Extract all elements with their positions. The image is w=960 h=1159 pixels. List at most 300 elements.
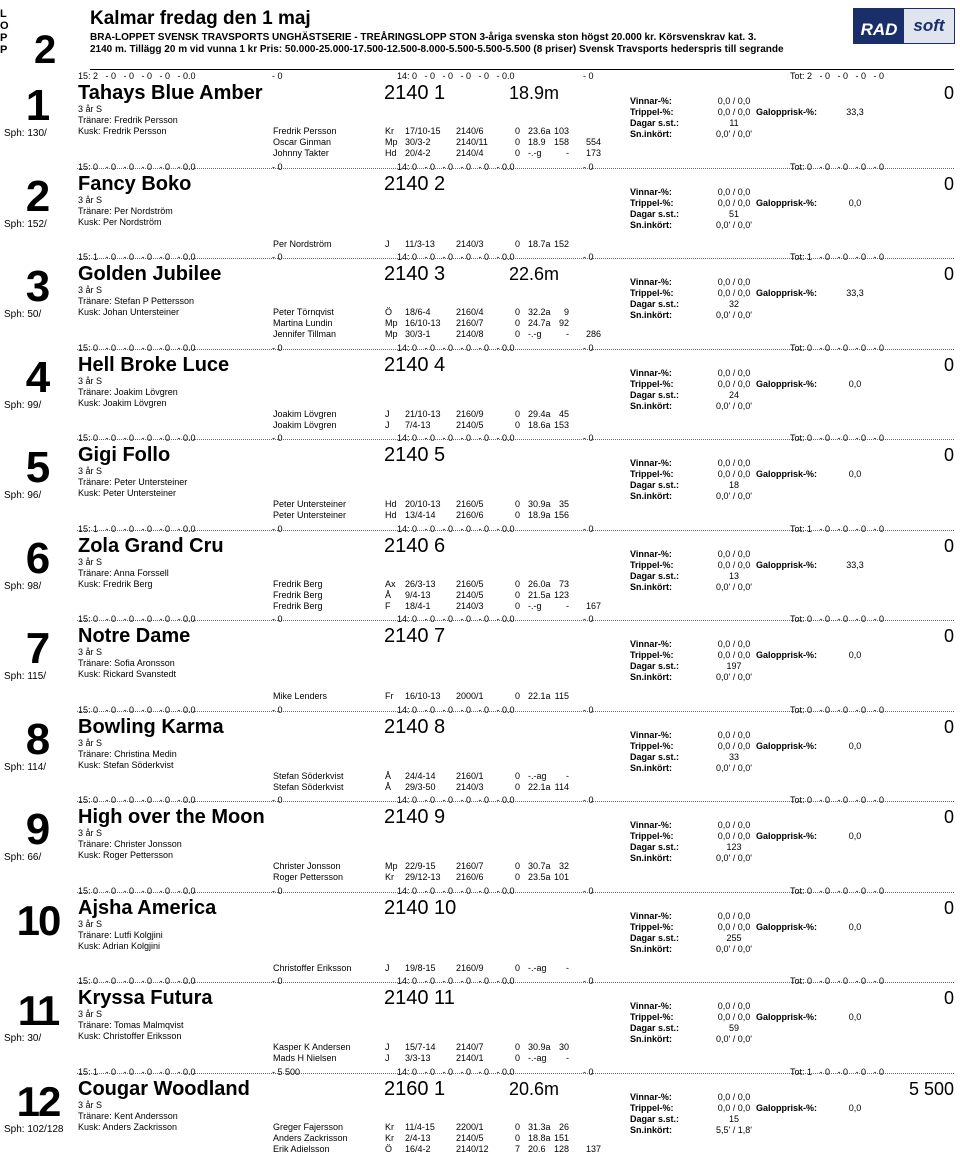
driver: Kusk: Anders Zackrisson: [78, 1122, 178, 1132]
stat-2014: 14: 0 - 0 - 0 - 0 - 0 - 0.0: [397, 343, 515, 353]
race-date: 21/10-13: [405, 409, 441, 419]
vinnar-label: Vinnar-%:: [630, 911, 672, 921]
race-track: Mp: [385, 318, 398, 328]
start-points: Sph: 50/: [4, 309, 42, 320]
trainer: Tränare: Christina Medin: [78, 749, 177, 759]
stat-2014-prize: - 0: [583, 1067, 594, 1077]
vinnar-value: 0,0 / 0,0: [717, 458, 751, 468]
race-time: 24.7a: [528, 318, 551, 328]
start-points: Sph: 152/: [4, 219, 47, 230]
distance-track: 2140 10: [384, 897, 457, 919]
start-number: 10: [16, 897, 60, 944]
race-prize: 0: [515, 318, 521, 328]
trippel-value: 0,0 / 0,0: [717, 650, 751, 660]
race-time: -.-ag: [528, 963, 547, 973]
dagar-label: Dagar s.st.:: [630, 1114, 680, 1124]
stat-total: Tot: 0 - 0 - 0 - 0 - 0: [790, 162, 885, 172]
trainer: Tränare: Anna Forssell: [78, 568, 169, 578]
horse-name: Ajsha America: [78, 897, 217, 919]
galopp-value: 33,3: [846, 560, 864, 570]
race-distance-place: 2000/1: [456, 691, 484, 701]
race-extra: 173: [585, 148, 601, 158]
race-date: 18/4-1: [405, 601, 431, 611]
race-date: 16/10-13: [405, 318, 441, 328]
race-distance-place: 2160/4: [456, 307, 484, 317]
race-track: Ö: [385, 1144, 393, 1154]
race-track: Kr: [385, 872, 394, 882]
race-prize: 0: [515, 579, 521, 589]
driver: Kusk: Roger Pettersson: [78, 850, 174, 860]
vinnar-value: 0,0 / 0,0: [717, 820, 751, 830]
sninkort-value: 0,0' / 0,0': [716, 129, 752, 139]
vinnar-value: 0,0 / 0,0: [717, 730, 751, 740]
stat-total: Tot: 0 - 0 - 0 - 0 - 0: [790, 705, 885, 715]
galopp-value: 0,0: [848, 650, 862, 660]
galopp-value: 0,0: [848, 1103, 862, 1113]
start-number: 5: [25, 443, 51, 492]
stat-total: Tot: 0 - 0 - 0 - 0 - 0: [790, 886, 885, 896]
race-track: Hd: [385, 499, 397, 509]
vertical-label-letter: P: [0, 32, 8, 44]
stat-2015-prize: - 0: [272, 795, 283, 805]
race-distance-place: 2140/12: [456, 1144, 489, 1154]
race-track: J: [385, 420, 390, 430]
dagar-value: 51: [728, 209, 739, 219]
vinnar-label: Vinnar-%:: [630, 639, 672, 649]
vinnar-label: Vinnar-%:: [630, 277, 672, 287]
vertical-label-letter: L: [0, 8, 7, 20]
start-number: 1: [25, 81, 51, 130]
race-prize: 0: [515, 409, 521, 419]
race-odds: 123: [553, 590, 569, 600]
start-number: 12: [16, 1078, 60, 1125]
race-prize: 0: [515, 782, 521, 792]
trainer: Tränare: Sofia Aronsson: [78, 658, 175, 668]
stat-2015: 15: 0 - 0 - 0 - 0 - 0 - 0.0: [78, 162, 196, 172]
earnings: 0: [943, 83, 954, 103]
race-odds: 151: [553, 1133, 569, 1143]
vinnar-value: 0,0 / 0,0: [717, 1092, 751, 1102]
race-time: 18.9: [528, 137, 546, 147]
trippel-value: 0,0 / 0,0: [717, 469, 751, 479]
stat-total: Tot: 0 - 0 - 0 - 0 - 0: [790, 795, 885, 805]
race-date: 19/8-15: [405, 963, 436, 973]
stat-2014: 14: 0 - 0 - 0 - 0 - 0 - 0.0: [397, 433, 515, 443]
stat-2015: 15: 1 - 0 - 0 - 0 - 0 - 0.0: [78, 252, 196, 262]
galopp-value: 33,3: [846, 288, 864, 298]
dagar-label: Dagar s.st.:: [630, 842, 680, 852]
sninkort-label: Sn.inkört:: [630, 763, 672, 773]
age-sex: 3 år S: [78, 557, 103, 567]
race-time: -.-ag: [528, 771, 547, 781]
race-conditions-line-1: BRA-LOPPET SVENSK TRAVSPORTS UNGHÄSTSERIE - TREÅRINGSLOPP STON 3-åriga svenska ston högst 20.000 kr. Körsvenskrav kat. 3.: [90, 32, 757, 43]
race-driver: Johnny Takter: [273, 148, 329, 158]
race-time: 23.5a: [528, 872, 551, 882]
race-driver: Joakim Lövgren: [273, 409, 337, 419]
race-track: J: [385, 963, 390, 973]
trippel-value: 0,0 / 0,0: [717, 560, 751, 570]
stat-2015-prize: - 0: [272, 252, 283, 262]
trippel-value: 0,0 / 0,0: [717, 1012, 751, 1022]
race-time: 29.4a: [528, 409, 551, 419]
stat-2015-prize: - 0: [272, 614, 283, 624]
stat-2014: 14: 0 - 0 - 0 - 0 - 0 - 0.0: [397, 886, 515, 896]
race-odds: 128: [553, 1144, 569, 1154]
sninkort-value: 0,0' / 0,0': [716, 582, 752, 592]
race-driver: Martina Lundin: [273, 318, 333, 328]
sninkort-label: Sn.inkört:: [630, 672, 672, 682]
race-odds: 9: [563, 307, 569, 317]
race-track: Mp: [385, 861, 398, 871]
age-sex: 3 år S: [78, 738, 103, 748]
race-time: 22.1a: [528, 691, 551, 701]
driver: Kusk: Johan Untersteiner: [78, 307, 180, 317]
stat-2015: 15: 0 - 0 - 0 - 0 - 0 - 0.0: [78, 433, 196, 443]
galopp-value: 0,0: [848, 198, 862, 208]
race-prize: 7: [515, 1144, 521, 1154]
race-track: Å: [385, 771, 392, 781]
page-title: Kalmar fredag den 1 maj: [90, 8, 311, 29]
stat-2015: 15: 1 - 0 - 0 - 0 - 0 - 0.0: [78, 524, 196, 534]
stat-2014: 14: 0 - 0 - 0 - 0 - 0 - 0.0: [397, 795, 515, 805]
race-driver: Fredrik Berg: [273, 590, 323, 600]
race-date: 9/4-13: [405, 590, 431, 600]
race-driver: Christoffer Eriksson: [273, 963, 352, 973]
trippel-label: Trippel-%:: [630, 831, 674, 841]
galopp-value: 0,0: [848, 831, 862, 841]
stat-2015: 15: 0 - 0 - 0 - 0 - 0 - 0.0: [78, 886, 196, 896]
stat-total: Tot: 1 - 0 - 0 - 0 - 0: [790, 252, 885, 262]
race-date: 24/4-14: [405, 771, 436, 781]
sninkort-label: Sn.inkört:: [630, 944, 672, 954]
stat-2015-prize: - 0: [272, 343, 283, 353]
race-distance-place: 2160/7: [456, 318, 484, 328]
race-date: 16/10-13: [405, 691, 441, 701]
dagar-value: 255: [726, 933, 742, 943]
race-prize: 0: [515, 1133, 521, 1143]
race-date: 15/7-14: [405, 1042, 436, 1052]
race-driver: Anders Zackrisson: [273, 1133, 348, 1143]
age-sex: 3 år S: [78, 376, 103, 386]
race-distance-place: 2140/5: [456, 590, 484, 600]
horse-entry: [0, 705, 960, 795]
race-distance-place: 2140/3: [456, 601, 484, 611]
race-driver: Christer Jonsson: [273, 861, 341, 871]
stat-2015-prize: - 0: [272, 162, 283, 172]
race-prize: 0: [515, 1122, 521, 1132]
sninkort-value: 0,0' / 0,0': [716, 672, 752, 682]
horse-name: Bowling Karma: [78, 716, 224, 738]
galopp-value: 0,0: [848, 922, 862, 932]
horse-entry: [0, 433, 960, 523]
race-prize: 0: [515, 861, 521, 871]
race-date: 26/3-13: [405, 579, 436, 589]
race-odds: 35: [558, 499, 569, 509]
race-time: 30.9a: [528, 1042, 551, 1052]
horse-name: Cougar Woodland: [78, 1078, 250, 1100]
earnings: 0: [943, 536, 954, 556]
race-time: 18.8a: [528, 1133, 551, 1143]
galopp-label: Galopprisk-%:: [756, 741, 818, 751]
horse-entry: [0, 524, 960, 614]
dagar-label: Dagar s.st.:: [630, 1023, 680, 1033]
race-date: 18/6-4: [405, 307, 431, 317]
stat-2014: 14: 0 - 0 - 0 - 0 - 0 - 0.0: [397, 1067, 515, 1077]
vinnar-value: 0,0 / 0,0: [717, 549, 751, 559]
race-prize: 0: [515, 137, 521, 147]
dagar-label: Dagar s.st.:: [630, 571, 680, 581]
distance-track: 2140 4: [384, 354, 446, 376]
galopp-label: Galopprisk-%:: [756, 1012, 818, 1022]
sninkort-value: 0,0' / 0,0': [716, 310, 752, 320]
record-time: 20.6m: [509, 1079, 560, 1099]
race-track: Fr: [385, 691, 394, 701]
sninkort-label: Sn.inkört:: [630, 401, 672, 411]
dagar-value: 18: [728, 480, 739, 490]
race-prize: 0: [515, 239, 521, 249]
race-prize: 0: [515, 771, 521, 781]
driver: Kusk: Joakim Lövgren: [78, 398, 167, 408]
race-time: 23.6a: [528, 126, 551, 136]
race-prize: 0: [515, 510, 521, 520]
dagar-label: Dagar s.st.:: [630, 933, 680, 943]
race-time: 20.6: [528, 1144, 546, 1154]
race-distance-place: 2160/5: [456, 499, 484, 509]
age-sex: 3 år S: [78, 466, 103, 476]
race-track: Kr: [385, 126, 394, 136]
start-points: Sph: 98/: [4, 581, 42, 592]
trippel-value: 0,0 / 0,0: [717, 741, 751, 751]
race-odds: 101: [553, 872, 569, 882]
trainer: Tränare: Tomas Malmqvist: [78, 1020, 184, 1030]
race-distance-place: 2140/1: [456, 1053, 484, 1063]
horse-name: Fancy Boko: [78, 173, 192, 195]
race-date: 17/10-15: [405, 126, 441, 136]
vinnar-value: 0,0 / 0,0: [717, 96, 751, 106]
stat-2014-prize: - 0: [583, 71, 594, 81]
stat-2015-prize: - 5 500: [272, 1067, 301, 1077]
race-date: 16/4-2: [405, 1144, 431, 1154]
race-time: 22.1a: [528, 782, 551, 792]
start-number: 11: [17, 987, 59, 1034]
vinnar-label: Vinnar-%:: [630, 730, 672, 740]
race-odds: 156: [553, 510, 569, 520]
race-prize: 0: [515, 963, 521, 973]
stat-2015-prize: - 0: [272, 705, 283, 715]
sninkort-label: Sn.inkört:: [630, 310, 672, 320]
race-prize: 0: [515, 148, 521, 158]
race-time: -.-g: [528, 148, 542, 158]
distance-track: 2140 8: [384, 716, 446, 738]
stat-2015-prize: - 0: [272, 976, 283, 986]
race-date: 11/4-15: [405, 1122, 435, 1132]
sninkort-value: 0,0' / 0,0': [716, 491, 752, 501]
race-date: 22/9-15: [405, 861, 436, 871]
vinnar-value: 0,0 / 0,0: [717, 911, 751, 921]
race-distance-place: 2160/6: [456, 510, 484, 520]
race-odds: 73: [558, 579, 569, 589]
race-distance-place: 2140/5: [456, 420, 484, 430]
horse-name: High over the Moon: [78, 806, 265, 828]
race-date: 2/4-13: [405, 1133, 431, 1143]
race-prize: 0: [515, 691, 521, 701]
stat-2014-prize: - 0: [583, 886, 594, 896]
radsoft-logo: [853, 8, 955, 44]
galopp-label: Galopprisk-%:: [756, 379, 818, 389]
race-driver: Peter Törnqvist: [273, 307, 334, 317]
race-track: Ö: [385, 307, 393, 317]
dagar-value: 24: [728, 390, 739, 400]
galopp-label: Galopprisk-%:: [756, 650, 818, 660]
race-prize: 0: [515, 499, 521, 509]
start-number: 2: [25, 172, 51, 221]
race-time: -.-g: [528, 601, 542, 611]
start-points: Sph: 115/: [4, 671, 47, 682]
sninkort-label: Sn.inkört:: [630, 1125, 672, 1135]
race-time: -.-g: [528, 329, 542, 339]
race-distance-place: 2140/7: [456, 1042, 484, 1052]
race-time: 18.9a: [528, 510, 551, 520]
dagar-value: 11: [729, 118, 739, 128]
driver: Kusk: Christoffer Eriksson: [78, 1031, 182, 1041]
start-number: 4: [25, 353, 51, 402]
galopp-label: Galopprisk-%:: [756, 560, 818, 570]
race-date: 7/4-13: [405, 420, 431, 430]
sninkort-label: Sn.inkört:: [630, 129, 672, 139]
sninkort-value: 0,0' / 0,0': [716, 220, 752, 230]
horse-entry: [0, 71, 960, 161]
race-distance-place: 2160/7: [456, 861, 484, 871]
start-points: Sph: 66/: [4, 852, 42, 863]
stat-2015: 15: 0 - 0 - 0 - 0 - 0 - 0.0: [78, 976, 196, 986]
galopp-label: Galopprisk-%:: [756, 107, 818, 117]
trippel-label: Trippel-%:: [630, 288, 674, 298]
distance-track: 2140 6: [384, 535, 446, 557]
sninkort-value: 0,0' / 0,0': [716, 853, 752, 863]
start-points: Sph: 114/: [4, 762, 47, 773]
race-driver: Peter Untersteiner: [273, 510, 347, 520]
earnings: 0: [943, 898, 954, 918]
earnings: 0: [943, 626, 954, 646]
stat-2015: 15: 0 - 0 - 0 - 0 - 0 - 0.0: [78, 343, 196, 353]
race-track: J: [385, 1042, 390, 1052]
age-sex: 3 år S: [78, 195, 103, 205]
vinnar-value: 0,0 / 0,0: [717, 277, 751, 287]
race-date: 20/10-13: [405, 499, 441, 509]
stat-2014: 14: 0 - 0 - 0 - 0 - 0 - 0.0: [397, 524, 515, 534]
dagar-label: Dagar s.st.:: [630, 752, 680, 762]
vinnar-label: Vinnar-%:: [630, 1092, 672, 1102]
logo-soft-text: soft: [904, 9, 954, 43]
race-time: 32.2a: [528, 307, 551, 317]
age-sex: 3 år S: [78, 919, 103, 929]
race-prize: 0: [515, 329, 521, 339]
horse-entry: [0, 886, 960, 976]
start-number: 7: [25, 624, 51, 673]
race-driver: Jennifer Tillman: [273, 329, 337, 339]
sninkort-value: 0,0' / 0,0': [716, 944, 752, 954]
trippel-label: Trippel-%:: [630, 650, 674, 660]
race-distance-place: 2160/9: [456, 963, 484, 973]
race-extra: 137: [585, 1144, 601, 1154]
vinnar-label: Vinnar-%:: [630, 458, 672, 468]
galopp-value: 0,0: [848, 1012, 862, 1022]
earnings: 0: [943, 717, 954, 737]
vinnar-value: 0,0 / 0,0: [717, 1001, 751, 1011]
race-distance-place: 2160/9: [456, 409, 484, 419]
distance-track: 2140 3: [384, 263, 446, 285]
race-track: Mp: [385, 329, 398, 339]
race-time: 18.7a: [528, 239, 551, 249]
race-time: -.-ag: [528, 1053, 547, 1063]
race-odds: 30: [558, 1042, 569, 1052]
race-distance-place: 2160/6: [456, 872, 484, 882]
galopp-label: Galopprisk-%:: [756, 831, 818, 841]
race-time: 30.7a: [528, 861, 551, 871]
race-prize: 0: [515, 590, 521, 600]
start-points: Sph: 96/: [4, 490, 42, 501]
trippel-value: 0,0 / 0,0: [717, 1103, 751, 1113]
distance-track: 2140 2: [384, 173, 446, 195]
race-prize: 0: [515, 1053, 521, 1063]
dagar-value: 197: [726, 661, 742, 671]
race-odds: 45: [558, 409, 569, 419]
dagar-label: Dagar s.st.:: [630, 661, 680, 671]
race-track: F: [385, 601, 391, 611]
vinnar-label: Vinnar-%:: [630, 1001, 672, 1011]
race-odds: 114: [554, 782, 569, 792]
horse-name: Golden Jubilee: [78, 263, 222, 285]
race-date: 29/12-13: [405, 872, 441, 882]
vinnar-label: Vinnar-%:: [630, 549, 672, 559]
race-driver: Stefan Söderkvist: [273, 771, 344, 781]
race-track: J: [385, 239, 390, 249]
start-points: Sph: 99/: [4, 400, 42, 411]
trainer: Tränare: Fredrik Persson: [78, 115, 178, 125]
race-odds: 92: [558, 318, 569, 328]
start-points: Sph: 130/: [4, 128, 47, 139]
race-extra: 554: [585, 137, 601, 147]
race-driver: Fredrik Berg: [273, 579, 323, 589]
vertical-label-letter: O: [0, 20, 9, 32]
horse-entry: [0, 795, 960, 885]
galopp-label: Galopprisk-%:: [756, 922, 818, 932]
dagar-label: Dagar s.st.:: [630, 118, 680, 128]
stat-2014-prize: - 0: [583, 343, 594, 353]
sninkort-value: 5,5' / 1,8': [716, 1125, 752, 1135]
stat-2015-prize: - 0: [272, 433, 283, 443]
race-odds: -: [566, 771, 569, 781]
race-track: Kr: [385, 1122, 394, 1132]
race-odds: -: [566, 148, 569, 158]
horse-name: Zola Grand Cru: [78, 535, 224, 557]
race-distance-place: 2140/3: [456, 782, 484, 792]
distance-track: 2140 1: [384, 82, 446, 104]
vinnar-value: 0,0 / 0,0: [717, 639, 751, 649]
earnings: 0: [943, 807, 954, 827]
galopp-label: Galopprisk-%:: [756, 198, 818, 208]
logo-rad-text: RAD: [854, 9, 904, 43]
race-driver: Erik Adielsson: [273, 1144, 330, 1154]
trippel-value: 0,0 / 0,0: [717, 922, 751, 932]
header-divider: [90, 69, 954, 70]
stat-2014-prize: - 0: [583, 162, 594, 172]
age-sex: 3 år S: [78, 1100, 103, 1110]
race-date: 30/3-2: [405, 137, 431, 147]
race-odds: 153: [553, 420, 569, 430]
horse-entry: [0, 162, 960, 252]
start-number: 8: [25, 715, 51, 764]
